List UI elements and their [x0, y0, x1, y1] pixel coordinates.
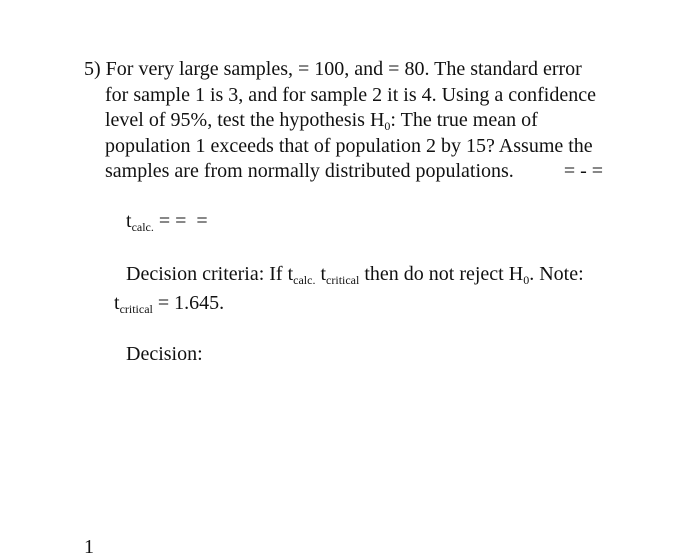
problem-statement: [84, 57, 644, 185]
criteria-t: t: [315, 263, 327, 285]
criteria-calc-subscript: calc.: [293, 273, 316, 287]
problem-line-1: 5) For very large samples, = 100, and = 80. The standard error: [84, 58, 582, 80]
t-critical-value: = 1.645.: [152, 292, 225, 314]
page-number: 1: [84, 536, 94, 558]
problem-line-5-text: samples are from normally distributed populations.: [105, 160, 514, 182]
problem-line-3-rest: : The true mean of: [390, 109, 538, 131]
t-calc-equals: = = =: [153, 210, 208, 232]
criteria-line-1: [126, 260, 584, 289]
calc-subscript: calc.: [131, 220, 154, 234]
t-symbol: t: [126, 210, 132, 232]
criteria-text-2: then do not reject H: [359, 263, 524, 285]
h0-subscript: 0: [384, 119, 391, 133]
criteria-h0-subscript: 0: [523, 273, 530, 287]
decision-criteria: [114, 260, 584, 318]
problem-line-2: for sample 1 is 3, and for sample 2 it is 4. Using a confidence: [105, 83, 596, 106]
problem-line-3-text: level of 95%, test the hypothesis H: [105, 109, 385, 131]
t-calc-equation: [126, 210, 208, 233]
criteria-text: Decision criteria: If t: [126, 263, 294, 285]
problem-line-5-equation: = - =: [563, 160, 604, 182]
t-critical-subscript: critical: [119, 302, 153, 316]
problem-line-5: [84, 159, 644, 185]
problem-line-3: [84, 108, 644, 134]
criteria-line-2: [114, 289, 584, 318]
problem-line-4: population 1 exceeds that of population 2 by 15? Assume the: [105, 134, 593, 157]
decision-label: Decision:: [126, 343, 203, 365]
criteria-critical-subscript: critical: [326, 273, 360, 287]
criteria-note: . Note:: [529, 263, 584, 285]
t-critical-symbol: t: [114, 292, 120, 314]
